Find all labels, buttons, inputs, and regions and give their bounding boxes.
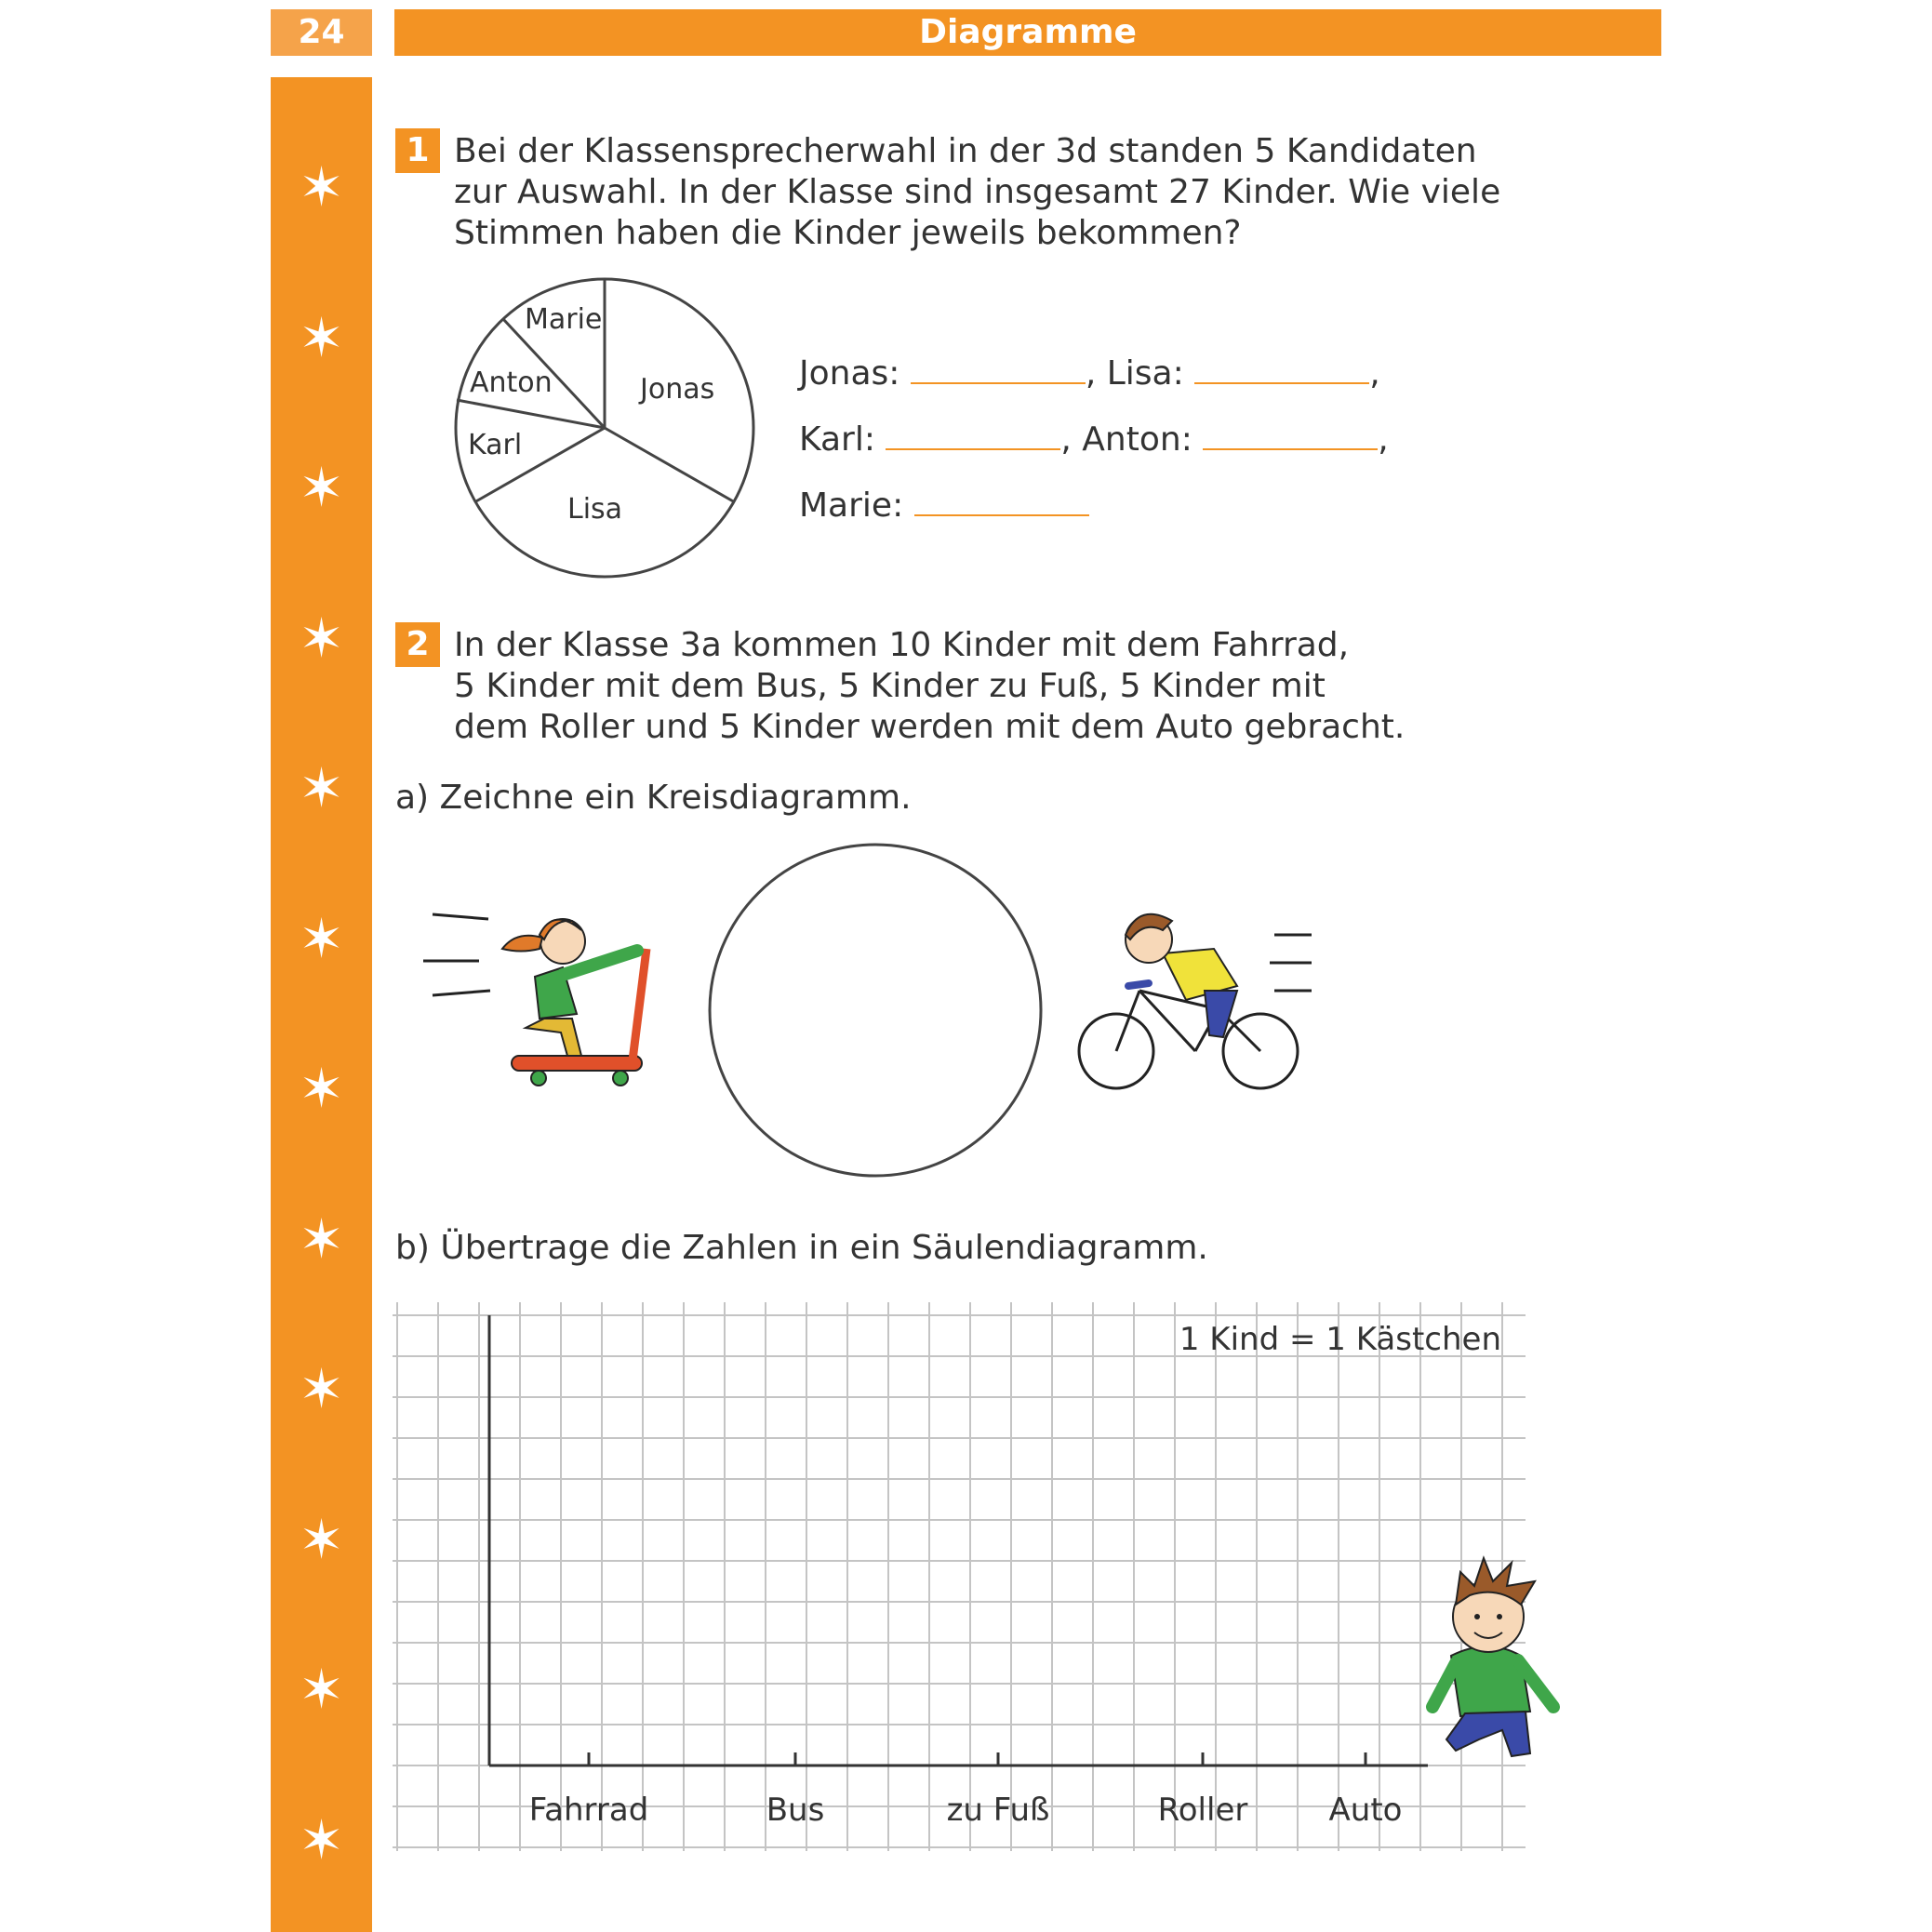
star-icon: ✶ xyxy=(299,1808,344,1872)
category-label-zu-fuss: zu Fuß xyxy=(946,1792,1050,1829)
sidebar-strip xyxy=(271,77,372,1932)
girl-on-scooter-illustration xyxy=(423,884,674,1098)
category-label-fahrrad: Fahrrad xyxy=(528,1792,649,1829)
boy-on-bike-illustration xyxy=(1074,898,1321,1112)
answer-comma: , xyxy=(1378,420,1389,459)
bar-chart-grid[interactable] xyxy=(393,1302,1527,1860)
page-number: 24 xyxy=(271,9,372,56)
pie-label-anton: Anton xyxy=(470,366,553,399)
pie-label-jonas: Jonas xyxy=(640,373,715,406)
category-label-bus: Bus xyxy=(766,1792,825,1829)
star-icon: ✶ xyxy=(299,1357,344,1420)
answer-blank-anton[interactable] xyxy=(1203,420,1378,450)
task-1-line-2: zur Auswahl. In der Klasse sind insgesamt 27 Kinder. Wie viele xyxy=(454,173,1501,211)
star-icon: ✶ xyxy=(299,1658,344,1721)
answer-label-marie: Marie: xyxy=(799,486,904,525)
answer-row-2 xyxy=(799,420,1389,460)
star-icon: ✶ xyxy=(299,756,344,819)
pie-chart xyxy=(446,270,767,586)
x-axis-ticks xyxy=(589,1752,1366,1765)
answer-comma: , xyxy=(1369,354,1380,393)
task-2-line-1: In der Klasse 3a kommen 10 Kinder mit dem Fahrrad, xyxy=(454,626,1350,664)
answer-label-karl: Karl: xyxy=(799,420,875,459)
star-icon: ✶ xyxy=(299,456,344,519)
grid-lines xyxy=(393,1302,1526,1851)
task-2-line-3: dem Roller und 5 Kinder werden mit dem Auto gebracht. xyxy=(454,708,1406,746)
task-1-number: 1 xyxy=(395,128,440,173)
answer-blank-lisa[interactable] xyxy=(1194,354,1369,384)
answer-row-1 xyxy=(799,353,1380,394)
star-icon: ✶ xyxy=(299,907,344,970)
answer-blank-jonas[interactable] xyxy=(911,354,1086,384)
star-icon: ✶ xyxy=(299,606,344,670)
walking-boy-illustration xyxy=(1414,1553,1572,1767)
empty-pie-circle[interactable] xyxy=(702,837,1048,1183)
star-icon: ✶ xyxy=(299,1508,344,1571)
star-icon: ✶ xyxy=(299,306,344,369)
answer-blank-marie[interactable] xyxy=(914,486,1089,516)
answer-label-lisa: , Lisa: xyxy=(1085,354,1184,393)
star-icon: ✶ xyxy=(299,155,344,219)
answer-row-3 xyxy=(799,486,1089,526)
pie-label-lisa: Lisa xyxy=(567,493,623,526)
task-1-line-3: Stimmen haben die Kinder jeweils bekommen? xyxy=(454,214,1242,252)
answer-blank-karl[interactable] xyxy=(886,420,1060,450)
task-2-line-2: 5 Kinder mit dem Bus, 5 Kinder zu Fuß, 5 Kinder mit xyxy=(454,667,1326,705)
pie-label-marie: Marie xyxy=(525,303,603,336)
page-title: Diagramme xyxy=(394,9,1661,56)
answer-label-anton: , Anton: xyxy=(1060,420,1193,459)
scale-note: 1 Kind = 1 Kästchen xyxy=(1179,1321,1501,1358)
task-2-part-b: b) Übertrage die Zahlen in ein Säulendiagramm. xyxy=(395,1229,1208,1267)
star-icon: ✶ xyxy=(299,1057,344,1120)
answer-label-jonas: Jonas: xyxy=(799,354,900,393)
category-label-roller: Roller xyxy=(1157,1792,1248,1829)
star-icon: ✶ xyxy=(299,1207,344,1271)
task-2-number: 2 xyxy=(395,622,440,667)
task-1-line-1: Bei der Klassensprecherwahl in der 3d standen 5 Kandidaten xyxy=(454,132,1477,170)
task-2-part-a: a) Zeichne ein Kreisdiagramm. xyxy=(395,779,912,817)
category-label-auto: Auto xyxy=(1328,1792,1403,1829)
pie-label-karl: Karl xyxy=(468,429,523,461)
